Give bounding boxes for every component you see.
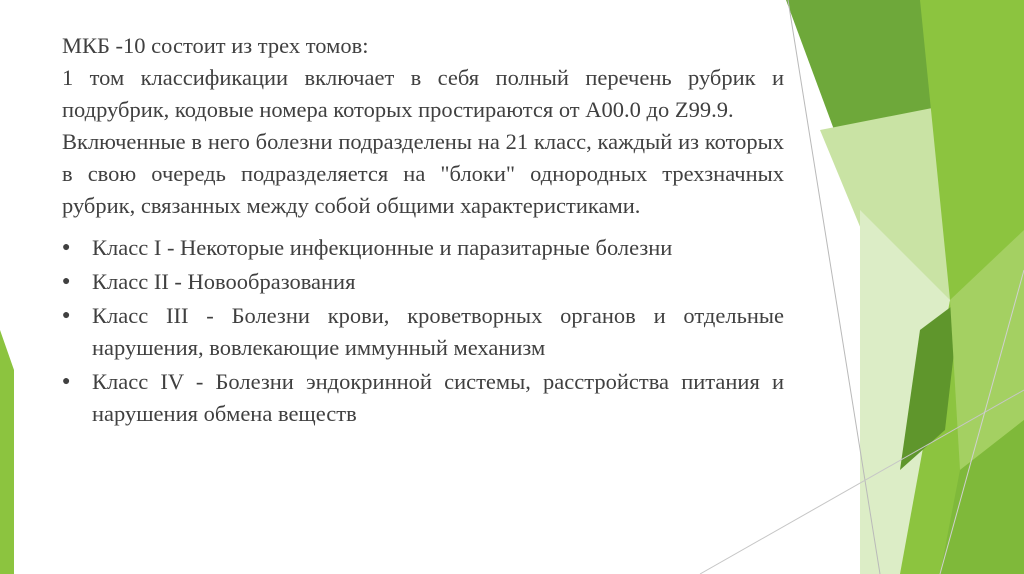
list-item xyxy=(62,266,784,298)
bullet-icon: ● xyxy=(62,308,71,323)
left-edge-bar xyxy=(0,330,14,574)
intro-line: МКБ -10 состоит из трех томов: xyxy=(62,33,369,58)
list-item-text: Класс III - Болезни крови, кроветворных органов и отдельные нарушения, вовлекающие иммунный механизм xyxy=(92,303,784,360)
list-item-text: Класс I - Некоторые инфекционные и паразитарные болезни xyxy=(92,235,673,260)
classes-paragraph: Включенные в него болезни подразделены на 21 класс, каждый из которых в свою очередь подразделяется на "блоки" однородных трехзначных рубрик, связанных между собой общими характеристиками. xyxy=(62,129,784,218)
list-item-text: Класс IV - Болезни эндокринной системы, расстройства питания и нарушения обмена веществ xyxy=(92,369,784,426)
list-item xyxy=(62,366,784,430)
list-item xyxy=(62,300,784,364)
slide-body xyxy=(62,30,784,432)
class-list xyxy=(62,232,784,430)
bullet-icon: ● xyxy=(62,374,71,389)
bullet-icon: ● xyxy=(62,240,71,255)
list-item-text: Класс II - Новообразования xyxy=(92,269,356,294)
bullet-icon: ● xyxy=(62,274,71,289)
list-item xyxy=(62,232,784,264)
volume-one-paragraph: 1 том классификации включает в себя полный перечень рубрик и подрубрик, кодовые номера которых простираются от А00.0 до Z99.9. xyxy=(62,65,784,122)
